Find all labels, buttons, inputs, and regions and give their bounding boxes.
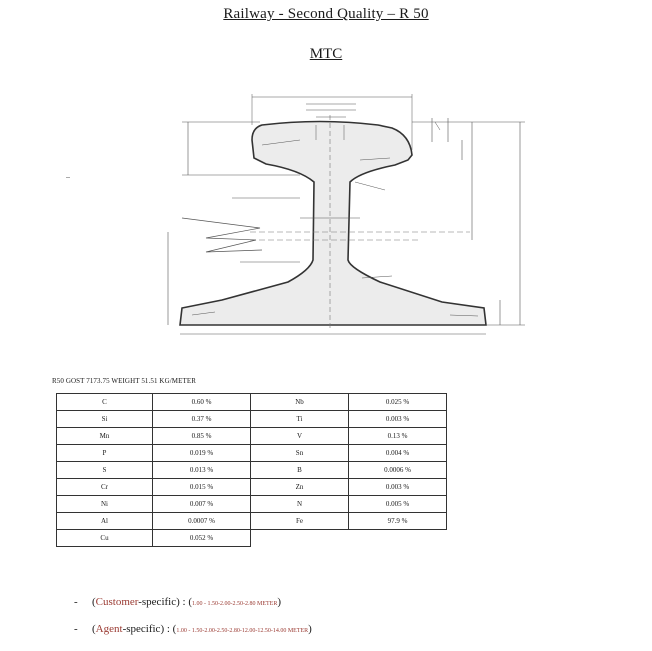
element-cell: P xyxy=(57,445,153,462)
customer-label-suffix: -specific xyxy=(138,596,177,608)
separator: ) : ( xyxy=(176,596,192,608)
chemical-composition-table xyxy=(56,393,447,547)
table-row xyxy=(57,394,447,411)
table-row xyxy=(57,445,447,462)
open-paren: ( xyxy=(92,596,96,608)
close-paren: ) xyxy=(308,623,312,635)
table-row xyxy=(57,496,447,513)
separator: ) : ( xyxy=(160,623,177,635)
rail-profile-drawing xyxy=(0,80,652,360)
element-cell: Ti xyxy=(251,411,349,428)
open-paren: ( xyxy=(92,623,96,635)
value-cell: 0.003 % xyxy=(349,479,447,496)
value-cell xyxy=(349,530,447,547)
element-cell: V xyxy=(251,428,349,445)
customer-lengths: 1.00 - 1.50-2.00-2.50-2.80 METER xyxy=(192,601,278,607)
agent-label-suffix: -specific xyxy=(122,623,161,635)
value-cell: 0.015 % xyxy=(153,479,251,496)
value-cell: 0.025 % xyxy=(349,394,447,411)
element-cell: Si xyxy=(57,411,153,428)
table-row xyxy=(57,513,447,530)
element-cell: Cu xyxy=(57,530,153,547)
value-cell: 0.60 % xyxy=(153,394,251,411)
value-cell: 0.003 % xyxy=(349,411,447,428)
element-cell: Mn xyxy=(57,428,153,445)
value-cell: 0.019 % xyxy=(153,445,251,462)
agent-label: Agent xyxy=(95,623,123,635)
value-cell: 0.004 % xyxy=(349,445,447,462)
value-cell: 0.013 % xyxy=(153,462,251,479)
value-cell: 0.13 % xyxy=(349,428,447,445)
value-cell: 0.052 % xyxy=(153,530,251,547)
rail-profile-outline xyxy=(180,122,486,326)
customer-length-line xyxy=(74,596,281,608)
element-cell: Cr xyxy=(57,479,153,496)
value-cell: 97.9 % xyxy=(349,513,447,530)
element-cell: N xyxy=(251,496,349,513)
table-row xyxy=(57,530,447,547)
value-cell: 0.007 % xyxy=(153,496,251,513)
agent-length-line xyxy=(74,623,312,635)
element-cell: Nb xyxy=(251,394,349,411)
spec-line: R50 GOST 7173.75 WEIGHT 51.51 KG/METER xyxy=(52,377,196,385)
element-cell: Sn xyxy=(251,445,349,462)
value-cell: 0.0006 % xyxy=(349,462,447,479)
customer-label: Customer xyxy=(95,596,139,608)
element-cell: C xyxy=(57,394,153,411)
close-paren: ) xyxy=(277,596,281,608)
page-title: Railway - Second Quality – R 50 xyxy=(223,6,429,22)
element-cell: Zn xyxy=(251,479,349,496)
bullet-dash: - xyxy=(74,596,78,608)
table-row xyxy=(57,479,447,496)
element-cell: Fe xyxy=(251,513,349,530)
element-cell: B xyxy=(251,462,349,479)
element-cell xyxy=(251,530,349,547)
table-row xyxy=(57,411,447,428)
element-cell: Ni xyxy=(57,496,153,513)
value-cell: 0.85 % xyxy=(153,428,251,445)
value-cell: 0.0007 % xyxy=(153,513,251,530)
page-subtitle: MTC xyxy=(309,46,343,62)
value-cell: 0.005 % xyxy=(349,496,447,513)
element-cell: S xyxy=(57,462,153,479)
agent-lengths: 1.00 - 1.50-2.00-2.50-2.80-12.00-12.50-14.00 METER xyxy=(176,628,309,634)
element-cell: Al xyxy=(57,513,153,530)
table-row xyxy=(57,428,447,445)
table-row xyxy=(57,462,447,479)
value-cell: 0.37 % xyxy=(153,411,251,428)
bullet-dash: - xyxy=(74,623,78,635)
